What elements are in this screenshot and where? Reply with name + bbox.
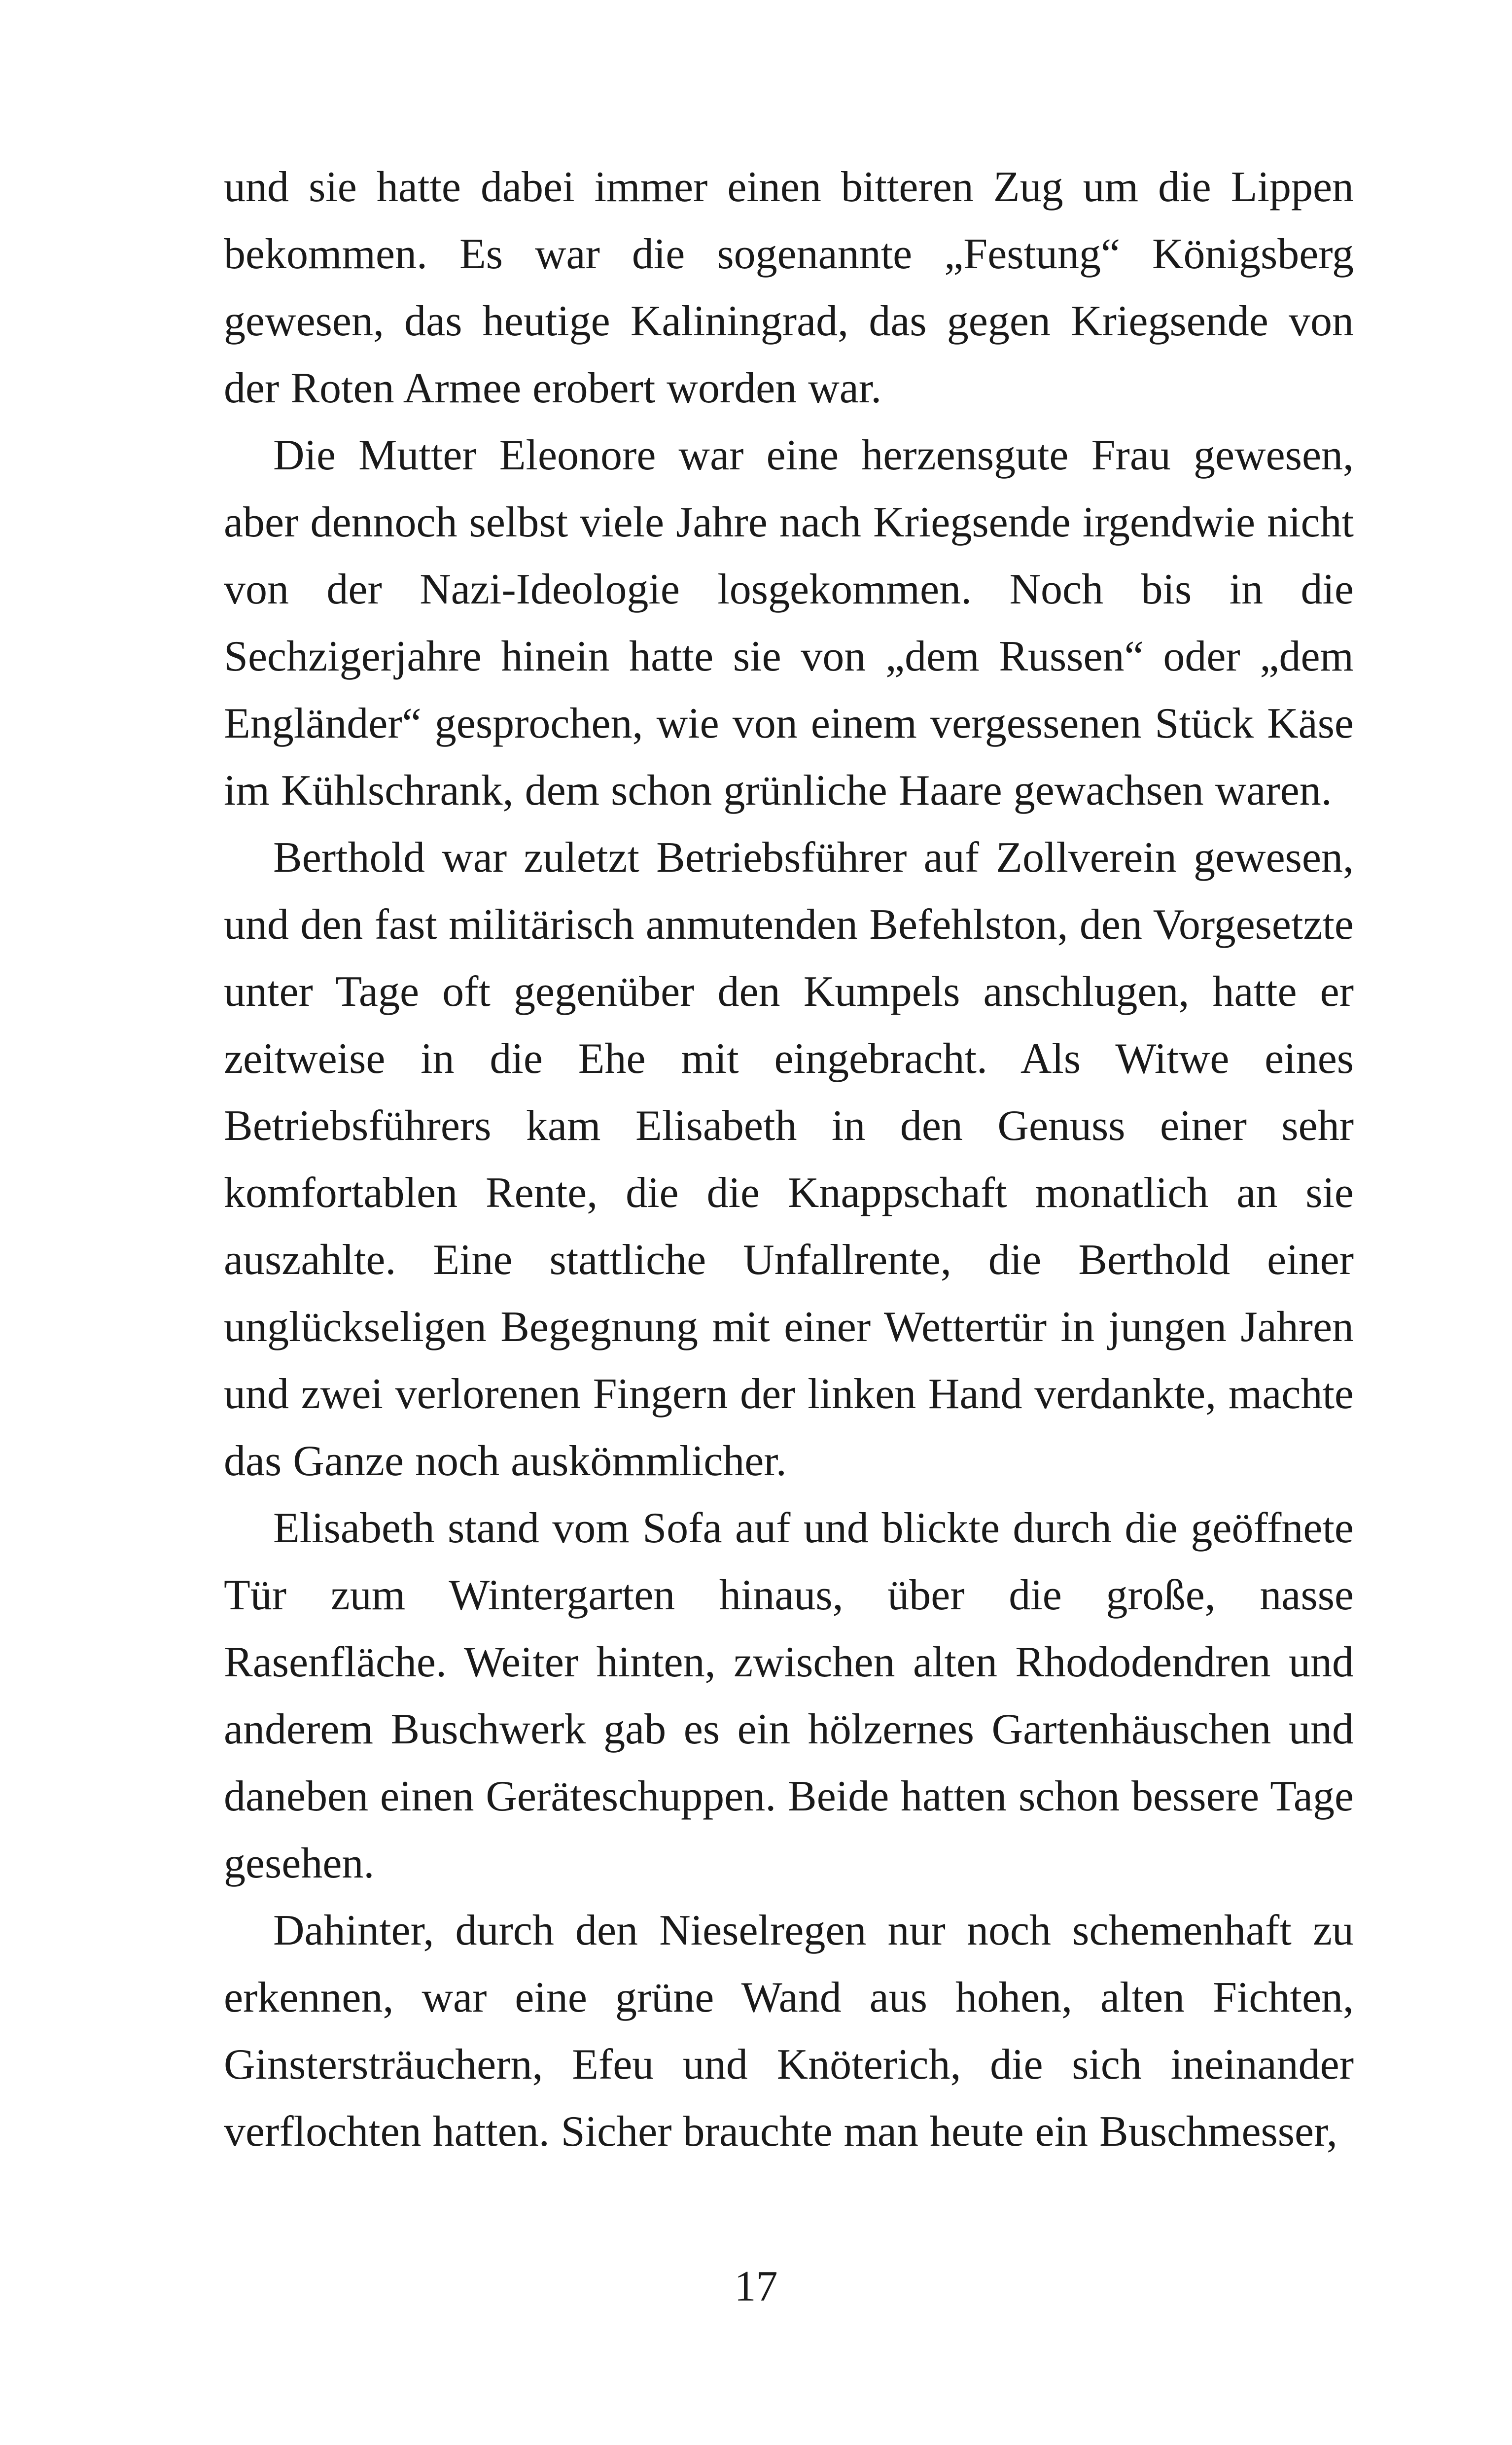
- paragraph-2: Die Mutter Eleonore war eine herzensgute Frau gewesen, aber dennoch selbst viele Jahre nach Kriegsende irgendwie nicht von der Nazi-Ideologie losgekommen. Noch bis in die Sechzigerjahre hinein hatte sie von „dem Russen“ oder „dem Engländer“ gesprochen, wie von einem vergessenen Stück Käse im Kühlschrank, dem schon grünliche Haare gewachsen waren.: [224, 431, 1354, 815]
- paragraph-4: Elisabeth stand vom Sofa auf und blickte durch die geöffnete Tür zum Wintergarten hinaus, über die große, nasse Rasenfläche. Weiter hinten, zwischen alten Rhododendren und anderem Buschwerk gab es ein hölzernes Gartenhäuschen und daneben einen Geräteschuppen. Beide hatten schon bessere Tage gesehen.: [224, 1504, 1354, 1887]
- paragraph-3: Berthold war zuletzt Betriebsführer auf Zollverein gewesen, und den fast militärisch anmutenden Befehlston, den Vorgesetzte unter Tage oft gegenüber den Kumpels anschlugen, hatte er zeitweise in die Ehe mit eingebracht. Als Witwe eines Betriebsführers kam Elisabeth in den Genuss einer sehr komfortablen Rente, die die Knappschaft monatlich an sie auszahlte. Eine stattliche Unfallrente, die Berthold einer unglückseligen Begegnung mit einer Wettertür in jungen Jahren und zwei verlorenen Fingern der linken Hand verdankte, machte das Ganze noch auskömmlicher.: [224, 834, 1354, 1485]
- paragraph-5: Dahinter, durch den Nieselregen nur noch schemenhaft zu erkennen, war eine grüne Wand aus hohen, alten Fichten, Ginstersträuchern, Efeu und Knöterich, die sich ineinander verflochten hatten. Sicher brauchte man heute ein Buschmesser,: [224, 1907, 1354, 2156]
- paragraph-1: und sie hatte dabei immer einen bitteren Zug um die Lippen bekommen. Es war die sogenannte „Festung“ Königsberg gewesen, das heutige Kaliningrad, das gegen Kriegsende von der Roten Armee erobert worden war.: [224, 163, 1354, 412]
- body-text: [224, 154, 1354, 2165]
- page-number: 17: [734, 2263, 778, 2310]
